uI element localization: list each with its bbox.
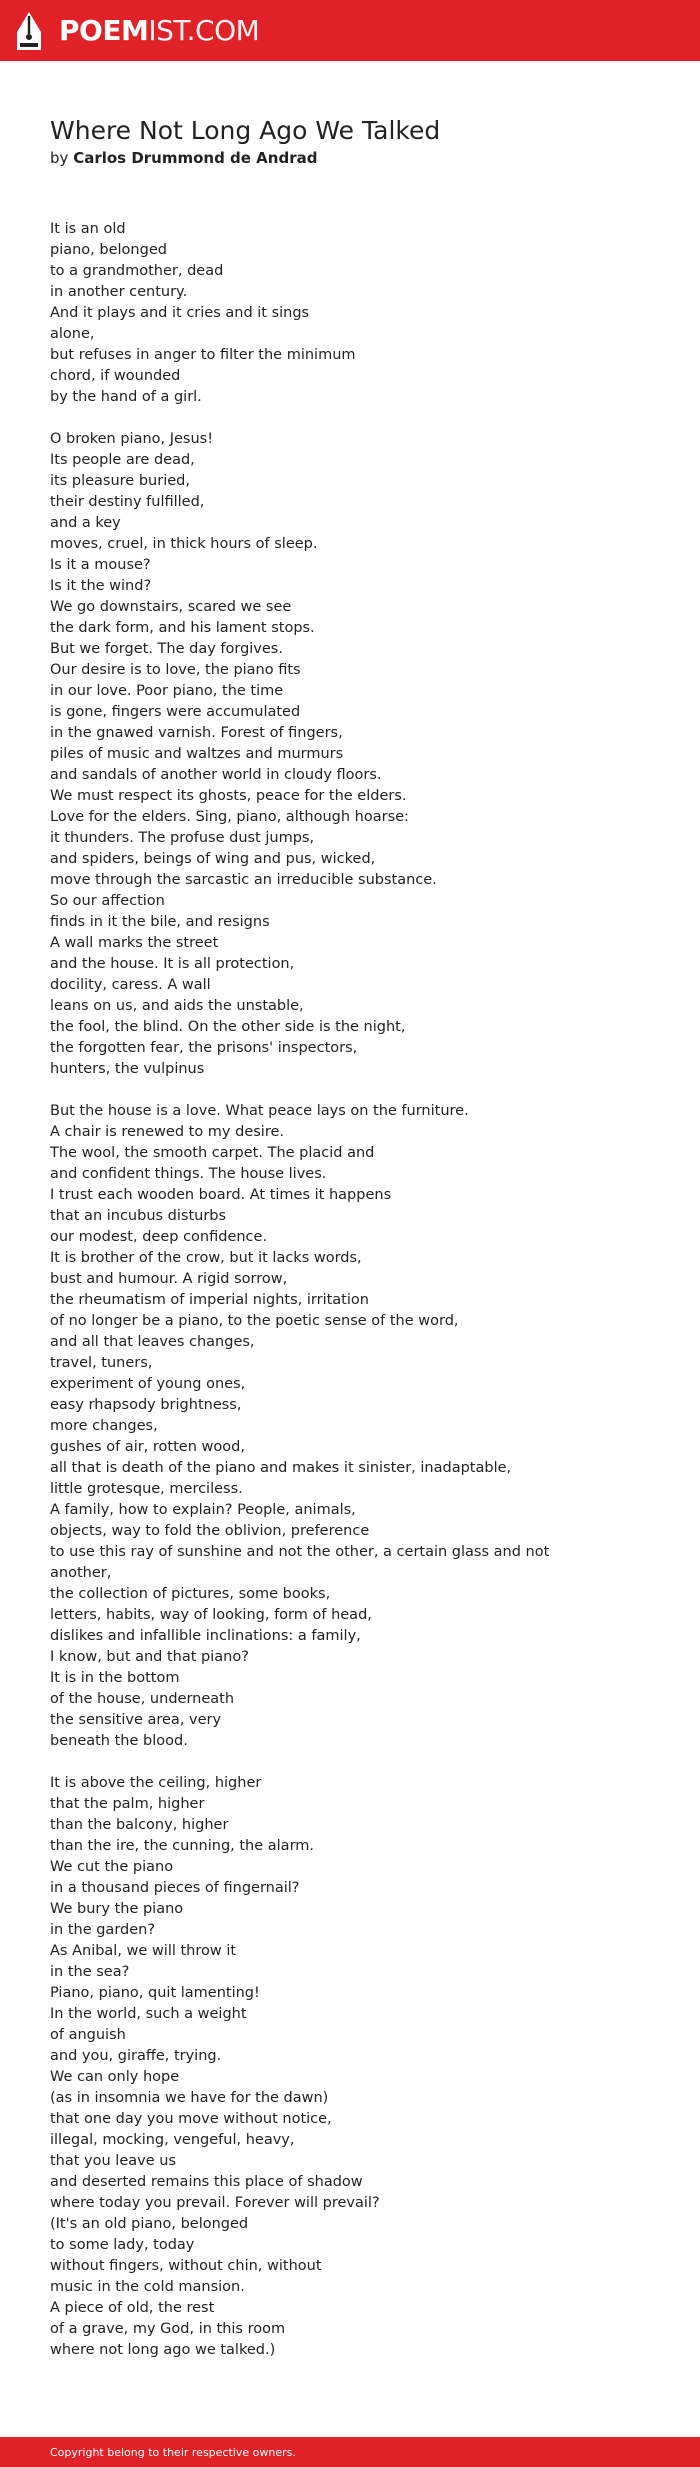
stanza-break xyxy=(50,1080,650,1101)
poem-line: (as in insomnia we have for the dawn) xyxy=(50,2090,329,2106)
poem-line: Is it the wind? xyxy=(50,578,152,594)
poem-line: objects, way to fold the oblivion, preference xyxy=(50,1523,370,1539)
poem-line: and a key xyxy=(50,515,121,531)
poem-line: is gone, fingers were accumulated xyxy=(50,704,301,720)
poem-line: another, xyxy=(50,1565,112,1581)
poem-line: bust and humour. A rigid sorrow, xyxy=(50,1271,288,1287)
poem-line: their destiny fulfilled, xyxy=(50,494,205,510)
poem-line: in the garden? xyxy=(50,1922,156,1938)
poem-line: to use this ray of sunshine and not the other, a certain glass and not xyxy=(50,1544,550,1560)
poem-line: the rheumatism of imperial nights, irritation xyxy=(50,1292,369,1308)
poem-line: A family, how to explain? People, animals, xyxy=(50,1502,356,1518)
poem-line: in the sea? xyxy=(50,1964,130,1980)
poem-line: its pleasure buried, xyxy=(50,473,190,489)
poem-line: travel, tuners, xyxy=(50,1355,153,1371)
poem-line: in another century. xyxy=(50,284,188,300)
poem-line: Piano, piano, quit lamenting! xyxy=(50,1985,260,2001)
poem-line: illegal, mocking, vengeful, heavy, xyxy=(50,2132,295,2148)
poem-line: We cut the piano xyxy=(50,1859,174,1875)
poem-line: the dark form, and his lament stops. xyxy=(50,620,315,636)
poem-line: O broken piano, Jesus! xyxy=(50,431,214,447)
poem-line: It is above the ceiling, higher xyxy=(50,1775,262,1791)
poem-body xyxy=(50,219,650,2361)
poem-line: But we forget. The day forgives. xyxy=(50,641,283,657)
stanza-break xyxy=(50,408,650,429)
poem-line: our modest, deep confidence. xyxy=(50,1229,268,1245)
poem-line: We bury the piano xyxy=(50,1901,184,1917)
quill-pen-icon xyxy=(15,10,43,52)
site-logo[interactable] xyxy=(15,10,259,52)
poem-line: It is brother of the crow, but it lacks words, xyxy=(50,1250,362,1266)
poem-line: The wool, the smooth carpet. The placid and xyxy=(50,1145,375,1161)
poem-line: A piece of old, the rest xyxy=(50,2300,215,2316)
poem-line: A wall marks the street xyxy=(50,935,219,951)
poem-line: We must respect its ghosts, peace for the elders. xyxy=(50,788,407,804)
poem-line: and sandals of another world in cloudy floors. xyxy=(50,767,382,783)
poem-line: where today you prevail. Forever will prevail? xyxy=(50,2195,380,2211)
poem-line: the collection of pictures, some books, xyxy=(50,1586,331,1602)
poem-line: It is in the bottom xyxy=(50,1670,180,1686)
poem-line: (It's an old piano, belonged xyxy=(50,2216,249,2232)
byline-label: by xyxy=(50,149,69,167)
poem-line: So our affection xyxy=(50,893,165,909)
poem-line: and you, giraffe, trying. xyxy=(50,2048,222,2064)
stanza-break xyxy=(50,1752,650,1773)
poem-line: than the ire, the cunning, the alarm. xyxy=(50,1838,315,1854)
poem-line: In the world, such a weight xyxy=(50,2006,247,2022)
poem-line: And it plays and it cries and it sings xyxy=(50,305,310,321)
copyright-text: Copyright belong to their respective owners. xyxy=(50,2446,296,2459)
poem-line: music in the cold mansion. xyxy=(50,2279,245,2295)
poem-line: It is an old xyxy=(50,221,126,237)
poem-line: the forgotten fear, the prisons' inspectors, xyxy=(50,1040,358,1056)
poem-title: Where Not Long Ago We Talked xyxy=(50,116,441,145)
poem-line: docility, caress. A wall xyxy=(50,977,211,993)
poem-line: Our desire is to love, the piano fits xyxy=(50,662,301,678)
poem-line: more changes, xyxy=(50,1418,158,1434)
poem-line: of the house, underneath xyxy=(50,1691,235,1707)
poem-line: that the palm, higher xyxy=(50,1796,205,1812)
poem-line: Its people are dead, xyxy=(50,452,195,468)
poem-line: that you leave us xyxy=(50,2153,176,2169)
logo-text-bold: POEM xyxy=(59,14,149,47)
site-header xyxy=(0,0,700,61)
poem-line: letters, habits, way of looking, form of head, xyxy=(50,1607,372,1623)
poem-line: but refuses in anger to filter the minimum xyxy=(50,347,356,363)
poem-line: by the hand of a girl. xyxy=(50,389,202,405)
poem-line: gushes of air, rotten wood, xyxy=(50,1439,245,1455)
poem-line: the fool, the blind. On the other side is the night, xyxy=(50,1019,406,1035)
poem-line: to some lady, today xyxy=(50,2237,195,2253)
poem-line: and the house. It is all protection, xyxy=(50,956,295,972)
poem-line: of anguish xyxy=(50,2027,126,2043)
poem-line: easy rhapsody brightness, xyxy=(50,1397,242,1413)
poem-line: in the gnawed varnish. Forest of fingers, xyxy=(50,725,343,741)
poem-line: in a thousand pieces of fingernail? xyxy=(50,1880,300,1896)
poem-line: little grotesque, merciless. xyxy=(50,1481,243,1497)
poem-line: and deserted remains this place of shadow xyxy=(50,2174,363,2190)
poem-line: without fingers, without chin, without xyxy=(50,2258,322,2274)
poem-line: move through the sarcastic an irreducible substance. xyxy=(50,872,437,888)
poem-line: of a grave, my God, in this room xyxy=(50,2321,286,2337)
poem-line: than the balcony, higher xyxy=(50,1817,229,1833)
poem-line: it thunders. The profuse dust jumps, xyxy=(50,830,315,846)
poem-line: I know, but and that piano? xyxy=(50,1649,249,1665)
poem-line: alone, xyxy=(50,326,95,342)
poem-line: hunters, the vulpinus xyxy=(50,1061,205,1077)
poem-line: of no longer be a piano, to the poetic sense of the word, xyxy=(50,1313,459,1329)
site-footer xyxy=(0,2437,700,2467)
poem-line: all that is death of the piano and makes it sinister, inadaptable, xyxy=(50,1460,512,1476)
poem-line: dislikes and infallible inclinations: a family, xyxy=(50,1628,361,1644)
poem-line: We go downstairs, scared we see xyxy=(50,599,292,615)
poem-line: But the house is a love. What peace lays on the furniture. xyxy=(50,1103,469,1119)
poem-line: Is it a mouse? xyxy=(50,557,151,573)
author-name: Carlos Drummond de Andrad xyxy=(73,149,318,167)
poem-line: piano, belonged xyxy=(50,242,167,258)
logo-text-light: IST.COM xyxy=(148,14,260,47)
poem-line: and spiders, beings of wing and pus, wicked, xyxy=(50,851,376,867)
poem-line: experiment of young ones, xyxy=(50,1376,246,1392)
poem-line: moves, cruel, in thick hours of sleep. xyxy=(50,536,318,552)
poem-line: piles of music and waltzes and murmurs xyxy=(50,746,344,762)
logo-text xyxy=(59,10,259,52)
poem-line: finds in it the bile, and resigns xyxy=(50,914,270,930)
poem-line: We can only hope xyxy=(50,2069,180,2085)
poem-line: in our love. Poor piano, the time xyxy=(50,683,284,699)
poem-line: where not long ago we talked.) xyxy=(50,2342,276,2358)
poem-line: that one day you move without notice, xyxy=(50,2111,332,2127)
poem-line: beneath the blood. xyxy=(50,1733,188,1749)
poem-heading xyxy=(50,115,650,169)
poem-line: and all that leaves changes, xyxy=(50,1334,255,1350)
poem-line: the sensitive area, very xyxy=(50,1712,222,1728)
poem-line: I trust each wooden board. At times it happens xyxy=(50,1187,392,1203)
poem-line: to a grandmother, dead xyxy=(50,263,224,279)
poem-line: As Anibal, we will throw it xyxy=(50,1943,237,1959)
poem-line: leans on us, and aids the unstable, xyxy=(50,998,304,1014)
poem-line: chord, if wounded xyxy=(50,368,181,384)
poem-line: that an incubus disturbs xyxy=(50,1208,227,1224)
byline xyxy=(50,147,650,169)
poem-line: Love for the elders. Sing, piano, although hoarse: xyxy=(50,809,409,825)
poem-line: A chair is renewed to my desire. xyxy=(50,1124,284,1140)
poem-line: and confident things. The house lives. xyxy=(50,1166,327,1182)
